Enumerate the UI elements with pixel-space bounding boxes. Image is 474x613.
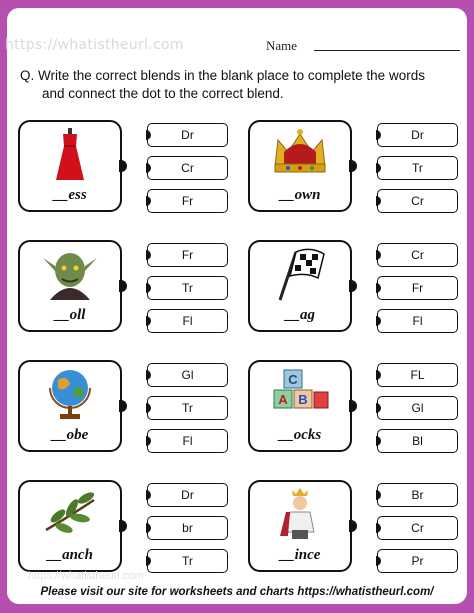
blend-option[interactable]: Fl [147,429,228,453]
blocks-icon [270,366,330,422]
blend-option[interactable]: Fl [147,309,228,333]
blend-option[interactable]: Gl [377,396,458,420]
blend-option[interactable]: Dr [147,123,228,147]
blend-option[interactable]: Br [377,483,458,507]
option-dot [376,370,381,380]
flag-icon [270,246,330,302]
word-blank: __ag [285,307,315,323]
option-dot [376,316,381,326]
option-dot [146,163,151,173]
blend-option[interactable]: Bl [377,429,458,453]
blend-option[interactable]: Dr [377,123,458,147]
site-watermark: https://whatistheurl.com [5,37,184,53]
option-dot [376,403,381,413]
option-dot [376,250,381,260]
option-dot [146,250,151,260]
blend-option[interactable]: Fr [377,276,458,300]
word-card-dress [18,120,122,212]
svg-text:A: A [278,392,288,407]
branch-icon [40,486,100,542]
globe-icon [40,366,100,422]
blend-option[interactable]: Cr [147,156,228,180]
prince-icon [270,486,330,542]
word-blank: __anch [47,547,93,563]
blend-option[interactable]: Dr [147,483,228,507]
blend-option[interactable]: Tr [147,549,228,573]
option-dot [146,523,151,533]
word-blank: __own [279,187,321,203]
option-dot [376,283,381,293]
svg-text:B: B [298,392,308,407]
blend-option[interactable]: br [147,516,228,540]
word-card-crown [248,120,352,212]
option-dot [146,130,151,140]
word-card-globe [18,360,122,452]
blend-option[interactable]: Fr [147,189,228,213]
troll-icon [40,246,100,302]
option-dot [376,196,381,206]
footer-text: Please visit our site for worksheets and charts https://whatistheurl.com/ [40,586,434,598]
word-blank: __ince [279,547,321,563]
word-blank: __oll [54,307,86,323]
svg-text:C: C [288,372,298,387]
blend-option[interactable]: Gl [147,363,228,387]
blend-option[interactable]: Pr [377,549,458,573]
option-dot [376,130,381,140]
blend-option[interactable]: Fl [377,309,458,333]
word-card-flag [248,240,352,332]
name-field-line[interactable] [314,50,460,51]
dress-icon [40,126,100,182]
option-dot [146,316,151,326]
option-dot [146,403,151,413]
question-line-2: and connect the dot to the correct blend. [42,86,284,101]
question-line-1: Q. Write the correct blends in the blank place to complete the words [20,68,425,83]
option-dot [376,436,381,446]
word-card-blocks [248,360,352,452]
name-label: Name [266,38,298,53]
option-dot [146,196,151,206]
blend-option[interactable]: Cr [377,516,458,540]
crown-icon [270,126,330,182]
word-blank: __ess [53,187,87,203]
bottom-watermark: https://whatistheurl.com [28,570,144,582]
blend-option[interactable]: Fr [147,243,228,267]
word-blank: __ocks [278,427,322,443]
word-card-troll [18,240,122,332]
blend-option[interactable]: Tr [147,396,228,420]
option-dot [146,283,151,293]
word-blank: __obe [51,427,89,443]
option-dot [376,163,381,173]
word-card-prince [248,480,352,572]
option-dot [146,370,151,380]
option-dot [376,490,381,500]
blend-option[interactable]: Tr [377,156,458,180]
word-card-branch [18,480,122,572]
option-dot [376,556,381,566]
option-dot [146,490,151,500]
option-dot [146,436,151,446]
option-dot [376,523,381,533]
option-dot [146,556,151,566]
blend-option[interactable]: Cr [377,243,458,267]
blend-option[interactable]: Cr [377,189,458,213]
blend-option[interactable]: Tr [147,276,228,300]
blend-option[interactable]: FL [377,363,458,387]
